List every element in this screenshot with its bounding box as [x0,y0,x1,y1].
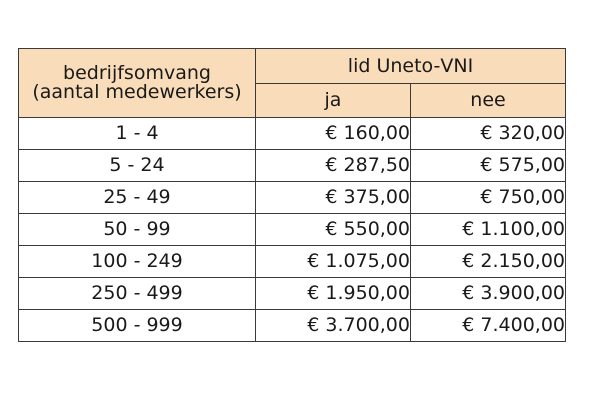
cell-company-size: 250 - 499 [19,278,256,310]
header-membership-label: lid Uneto- [347,54,441,77]
table-row [19,278,566,310]
table-row [19,310,566,342]
header-col-ja: ja [256,84,411,118]
cell-fee-nonmember: € 575,00 [411,150,566,182]
header-company-size-line1: bedrijfsomvang [63,62,211,84]
cell-fee-member: € 1.075,00 [256,246,411,278]
table-body [19,118,566,342]
cell-company-size: 25 - 49 [19,182,256,214]
cell-fee-nonmember: € 3.900,00 [411,278,566,310]
cell-company-size: 100 - 249 [19,246,256,278]
header-col-nee: nee [411,84,566,118]
header-membership-suffix: VNI [440,54,474,77]
table-row [19,246,566,278]
cell-fee-nonmember: € 2.150,00 [411,246,566,278]
table-row [19,182,566,214]
header-company-size-line2: (aantal medewerkers) [32,81,242,103]
cell-fee-nonmember: € 750,00 [411,182,566,214]
table-row [19,214,566,246]
cell-fee-member: € 287,50 [256,150,411,182]
fee-table [18,48,566,342]
cell-fee-member: € 3.700,00 [256,310,411,342]
cell-fee-member: € 550,00 [256,214,411,246]
header-company-size [19,49,256,118]
header-membership-group [256,49,566,84]
cell-fee-member: € 375,00 [256,182,411,214]
cell-fee-nonmember: € 1.100,00 [411,214,566,246]
cell-company-size: 500 - 999 [19,310,256,342]
cell-company-size: 1 - 4 [19,118,256,150]
cell-fee-member: € 1.950,00 [256,278,411,310]
cell-fee-member: € 160,00 [256,118,411,150]
table-row [19,118,566,150]
cell-fee-nonmember: € 7.400,00 [411,310,566,342]
cell-company-size: 50 - 99 [19,214,256,246]
table-header [19,49,566,118]
table-row [19,150,566,182]
cell-fee-nonmember: € 320,00 [411,118,566,150]
header-row-top [19,49,566,84]
cell-company-size: 5 - 24 [19,150,256,182]
